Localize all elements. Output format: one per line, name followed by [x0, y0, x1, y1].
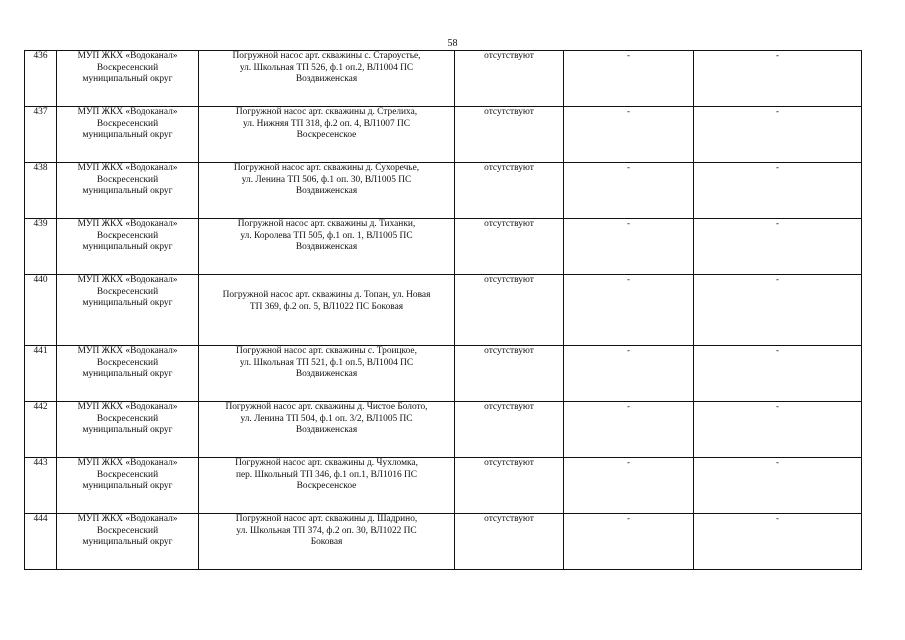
organization-line: Воскресенский: [96, 62, 159, 73]
status-cell: отсутствуют: [455, 514, 564, 570]
row-number: 444: [25, 514, 57, 570]
object-line: ул. Школьная ТП 526, ф.1 оп.2, ВЛ1004 ПС: [239, 62, 414, 73]
organization-line: МУП ЖКХ «Водоканал»: [77, 402, 178, 412]
empty-value-cell: [564, 514, 694, 570]
organization-cell: [57, 514, 199, 570]
dash-mark: -: [627, 513, 630, 523]
empty-value-cell: [564, 275, 694, 346]
object-line: Воскресенское: [296, 130, 357, 141]
dash-mark: -: [776, 401, 779, 411]
empty-value-cell: [564, 458, 694, 514]
table-row: [25, 275, 862, 346]
object-line: Воздвиженская: [295, 186, 358, 197]
object-line: Воскресенское: [296, 481, 357, 492]
object-line: Погружной насос арт. скважины д. Тиханки,: [237, 219, 416, 229]
organization-line: Воскресенский: [96, 469, 159, 480]
dash-mark: -: [776, 345, 779, 355]
empty-value-cell: [694, 107, 862, 163]
object-line: Воздвиженская: [295, 425, 358, 436]
organization-cell: [57, 346, 199, 402]
object-cell: [199, 275, 455, 346]
organization-line: Воскресенский: [96, 174, 159, 185]
object-line: пер. Школьный ТП 346, ф.1 оп.1, ВЛ1016 ПС: [235, 469, 418, 480]
table-row: [25, 107, 862, 163]
object-line: Боковая: [310, 537, 343, 548]
organization-line: МУП ЖКХ «Водоканал»: [77, 514, 178, 524]
table-row: [25, 219, 862, 275]
dash-mark: -: [627, 345, 630, 355]
object-line: Воздвиженская: [295, 369, 358, 380]
dash-mark: -: [776, 274, 779, 284]
object-line: ул. Ленина ТП 506, ф.1 оп. 30, ВЛ1005 ПС: [241, 174, 412, 185]
organization-line: Воскресенский: [96, 525, 159, 536]
dash-mark: -: [776, 50, 779, 60]
empty-value-cell: [694, 346, 862, 402]
object-cell: [199, 346, 455, 402]
object-line: Погружной насос арт. скважины д. Шадрино,: [235, 514, 418, 524]
empty-value-cell: [694, 458, 862, 514]
organization-line: муниципальный округ: [82, 242, 173, 253]
object-line: Погружной насос арт. скважины с. Староустье,: [232, 51, 421, 61]
organization-cell: [57, 458, 199, 514]
organization-line: МУП ЖКХ «Водоканал»: [77, 107, 178, 117]
object-cell: [199, 514, 455, 570]
empty-value-cell: [564, 163, 694, 219]
empty-value-cell: [694, 514, 862, 570]
organization-line: муниципальный округ: [82, 425, 173, 436]
organization-line: МУП ЖКХ «Водоканал»: [77, 346, 178, 356]
dash-mark: -: [627, 106, 630, 116]
organization-line: муниципальный округ: [82, 130, 173, 141]
table-body: [25, 51, 862, 570]
status-cell: отсутствуют: [455, 219, 564, 275]
object-cell: [199, 458, 455, 514]
empty-value-cell: [564, 346, 694, 402]
object-cell: [199, 402, 455, 458]
empty-value-cell: [694, 275, 862, 346]
dash-mark: -: [627, 274, 630, 284]
organization-line: Воскресенский: [96, 357, 159, 368]
organization-line: муниципальный округ: [82, 186, 173, 197]
dash-mark: -: [776, 106, 779, 116]
organization-line: МУП ЖКХ «Водоканал»: [77, 458, 178, 468]
object-cell: [199, 51, 455, 107]
table-row: [25, 402, 862, 458]
document-table: [24, 50, 862, 570]
organization-line: муниципальный округ: [82, 481, 173, 492]
dash-mark: -: [627, 50, 630, 60]
dash-mark: -: [627, 162, 630, 172]
object-line: Погружной насос арт. скважины д. Сухоречье,: [233, 163, 420, 173]
organization-line: Воскресенский: [96, 230, 159, 241]
dash-mark: -: [627, 401, 630, 411]
object-line: ТП 369, ф.2 оп. 5, ВЛ1022 ПС Боковая: [249, 301, 404, 312]
object-line: Воздвиженская: [295, 242, 358, 253]
object-line: Погружной насос арт. скважины д. Чухломка,: [235, 458, 418, 468]
status-cell: отсутствуют: [455, 402, 564, 458]
row-number: 440: [25, 275, 57, 346]
object-cell: [199, 107, 455, 163]
object-line: ул. Нижняя ТП 318, ф.2 оп. 4, ВЛ1007 ПС: [242, 118, 411, 129]
page-number: 58: [447, 38, 458, 49]
object-line: Погружной насос арт. скважины д. Стрелиха,: [235, 107, 418, 117]
dash-mark: -: [627, 218, 630, 228]
row-number: 443: [25, 458, 57, 514]
organization-cell: [57, 219, 199, 275]
status-cell: отсутствуют: [455, 163, 564, 219]
object-line: Воздвиженская: [295, 74, 358, 85]
empty-value-cell: [564, 402, 694, 458]
status-cell: отсутствуют: [455, 346, 564, 402]
row-number: 437: [25, 107, 57, 163]
organization-line: МУП ЖКХ «Водоканал»: [77, 219, 178, 229]
dash-mark: -: [627, 457, 630, 467]
empty-value-cell: [564, 219, 694, 275]
empty-value-cell: [694, 163, 862, 219]
object-line: ул. Королева ТП 505, ф.1 оп. 1, ВЛ1005 ПС: [240, 230, 413, 241]
organization-cell: [57, 107, 199, 163]
empty-value-cell: [564, 51, 694, 107]
table-row: [25, 458, 862, 514]
organization-line: Воскресенский: [96, 286, 159, 297]
dash-mark: -: [776, 513, 779, 523]
organization-cell: [57, 275, 199, 346]
status-cell: отсутствуют: [455, 275, 564, 346]
empty-value-cell: [694, 402, 862, 458]
dash-mark: -: [776, 218, 779, 228]
status-cell: отсутствуют: [455, 51, 564, 107]
row-number: 439: [25, 219, 57, 275]
organization-line: МУП ЖКХ «Водоканал»: [77, 163, 178, 173]
organization-line: муниципальный округ: [82, 369, 173, 380]
table-row: [25, 514, 862, 570]
organization-line: МУП ЖКХ «Водоканал»: [77, 275, 178, 285]
row-number: 438: [25, 163, 57, 219]
object-line: ул. Ленина ТП 504, ф.1 оп. 3/2, ВЛ1005 ПС: [240, 413, 413, 424]
organization-line: муниципальный округ: [82, 298, 173, 309]
table-row: [25, 163, 862, 219]
row-number: 441: [25, 346, 57, 402]
dash-mark: -: [776, 457, 779, 467]
organization-cell: [57, 51, 199, 107]
table-row: [25, 346, 862, 402]
object-line: ул. Школьная ТП 374, ф.2 оп. 30, ВЛ1022 ПС: [236, 525, 417, 536]
status-cell: отсутствуют: [455, 107, 564, 163]
object-cell: [199, 163, 455, 219]
row-number: 436: [25, 51, 57, 107]
empty-value-cell: [694, 219, 862, 275]
object-line: Погружной насос арт. скважины д. Топан, ул. Новая: [222, 290, 431, 300]
empty-value-cell: [694, 51, 862, 107]
status-cell: отсутствуют: [455, 458, 564, 514]
object-line: Погружной насос арт. скважины д. Чистое Болото,: [225, 402, 428, 412]
object-line: ул. Школьная ТП 521, ф.1 оп.5, ВЛ1004 ПС: [239, 357, 414, 368]
organization-line: МУП ЖКХ «Водоканал»: [77, 51, 178, 61]
organization-line: Воскресенский: [96, 413, 159, 424]
dash-mark: -: [776, 162, 779, 172]
row-number: 442: [25, 402, 57, 458]
organization-cell: [57, 163, 199, 219]
table-row: [25, 51, 862, 107]
object-line: Погружной насос арт. скважины с. Троицкое,: [236, 346, 417, 356]
organization-cell: [57, 402, 199, 458]
empty-value-cell: [564, 107, 694, 163]
object-cell: [199, 219, 455, 275]
organization-line: Воскресенский: [96, 118, 159, 129]
organization-line: муниципальный округ: [82, 537, 173, 548]
organization-line: муниципальный округ: [82, 74, 173, 85]
